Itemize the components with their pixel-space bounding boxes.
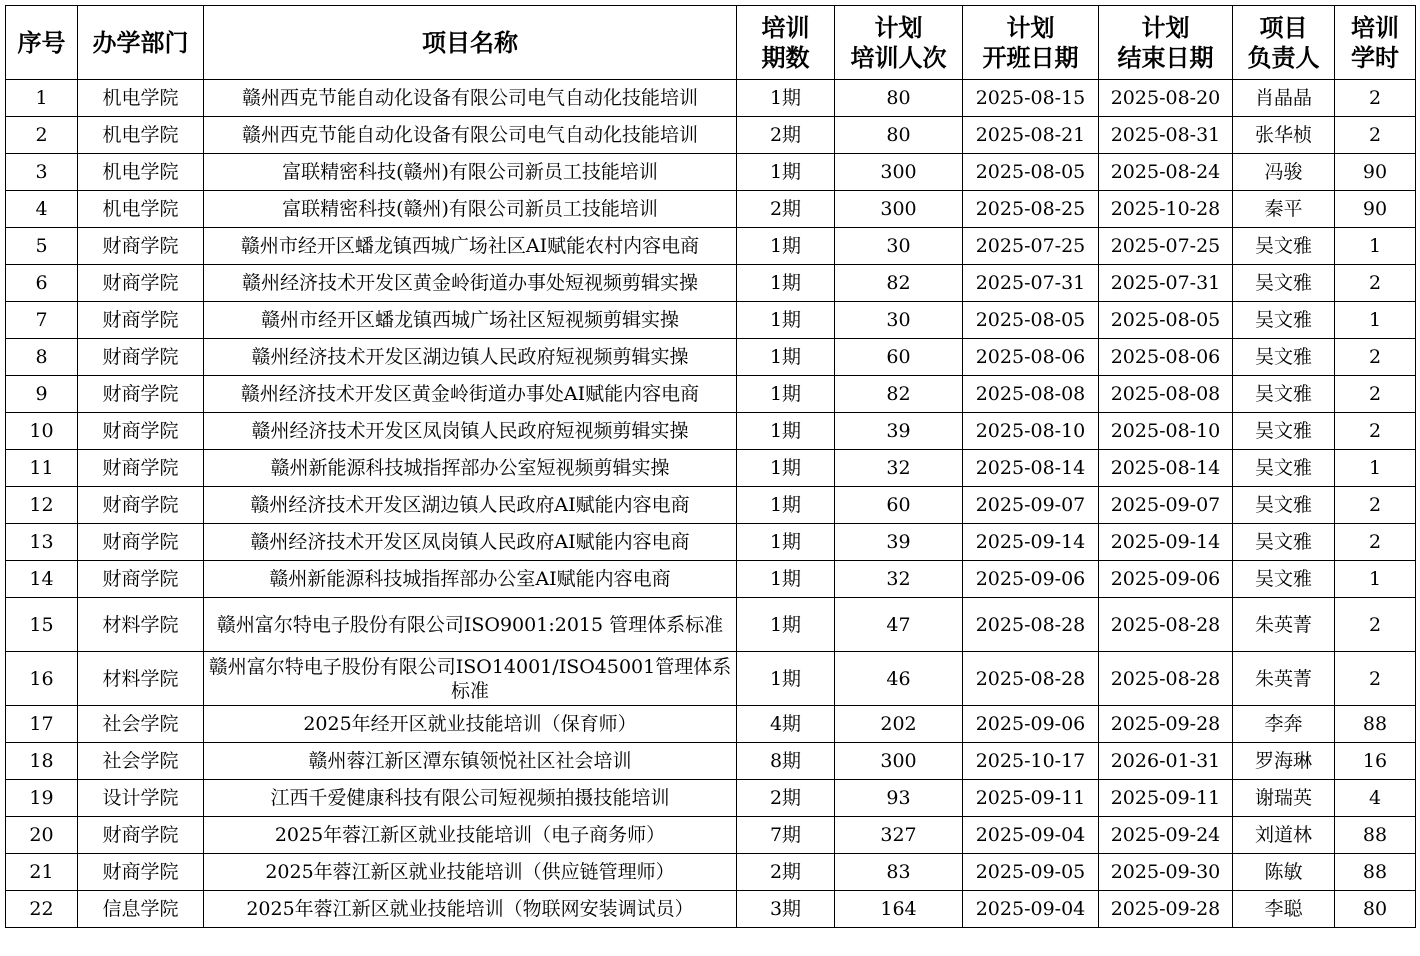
cell-start-date: 2025-09-06 (963, 561, 1099, 598)
cell-project-lead: 吴文雅 (1233, 302, 1335, 339)
cell-end-date: 2025-08-08 (1099, 376, 1233, 413)
cell-index: 17 (6, 706, 78, 743)
header-col-project-lead: 项目 负责人 (1233, 6, 1335, 80)
cell-project-name: 赣州经济技术开发区凤岗镇人民政府AI赋能内容电商 (204, 524, 737, 561)
cell-end-date: 2025-08-06 (1099, 339, 1233, 376)
cell-project-lead: 罗海琳 (1233, 743, 1335, 780)
cell-project-lead: 肖晶晶 (1233, 80, 1335, 117)
cell-hours: 88 (1335, 854, 1416, 891)
table-row (6, 339, 1416, 376)
cell-planned-trainees: 164 (835, 891, 963, 928)
cell-project-name: 赣州经济技术开发区湖边镇人民政府AI赋能内容电商 (204, 487, 737, 524)
cell-planned-trainees: 32 (835, 450, 963, 487)
cell-department: 财商学院 (78, 413, 204, 450)
cell-planned-trainees: 300 (835, 154, 963, 191)
cell-planned-trainees: 300 (835, 191, 963, 228)
table-row (6, 302, 1416, 339)
cell-project-lead: 秦平 (1233, 191, 1335, 228)
table-row (6, 413, 1416, 450)
cell-department: 财商学院 (78, 817, 204, 854)
cell-project-name: 赣州新能源科技城指挥部办公室AI赋能内容电商 (204, 561, 737, 598)
cell-department: 财商学院 (78, 339, 204, 376)
cell-index: 18 (6, 743, 78, 780)
cell-project-name: 赣州市经开区蟠龙镇西城广场社区短视频剪辑实操 (204, 302, 737, 339)
cell-sessions: 1期 (737, 80, 835, 117)
cell-index: 13 (6, 524, 78, 561)
table-row (6, 854, 1416, 891)
table-row (6, 265, 1416, 302)
cell-hours: 4 (1335, 780, 1416, 817)
header-row (6, 6, 1416, 80)
cell-planned-trainees: 80 (835, 80, 963, 117)
cell-project-lead: 吴文雅 (1233, 561, 1335, 598)
cell-project-lead: 吴文雅 (1233, 265, 1335, 302)
cell-hours: 1 (1335, 561, 1416, 598)
cell-sessions: 1期 (737, 598, 835, 652)
cell-start-date: 2025-08-25 (963, 191, 1099, 228)
cell-planned-trainees: 83 (835, 854, 963, 891)
table-row (6, 524, 1416, 561)
cell-hours: 16 (1335, 743, 1416, 780)
table-row (6, 154, 1416, 191)
table-row (6, 228, 1416, 265)
cell-start-date: 2025-09-06 (963, 706, 1099, 743)
cell-sessions: 1期 (737, 413, 835, 450)
cell-department: 财商学院 (78, 450, 204, 487)
cell-index: 11 (6, 450, 78, 487)
table-row (6, 817, 1416, 854)
cell-index: 16 (6, 652, 78, 706)
cell-project-name: 赣州西克节能自动化设备有限公司电气自动化技能培训 (204, 80, 737, 117)
cell-project-lead: 谢瑞英 (1233, 780, 1335, 817)
cell-hours: 88 (1335, 706, 1416, 743)
cell-start-date: 2025-08-15 (963, 80, 1099, 117)
cell-project-name: 赣州蓉江新区潭东镇领悦社区社会培训 (204, 743, 737, 780)
cell-hours: 2 (1335, 524, 1416, 561)
cell-sessions: 2期 (737, 191, 835, 228)
cell-sessions: 8期 (737, 743, 835, 780)
cell-project-name: 赣州新能源科技城指挥部办公室短视频剪辑实操 (204, 450, 737, 487)
cell-project-name: 富联精密科技(赣州)有限公司新员工技能培训 (204, 191, 737, 228)
cell-end-date: 2025-07-25 (1099, 228, 1233, 265)
cell-start-date: 2025-09-14 (963, 524, 1099, 561)
cell-start-date: 2025-08-05 (963, 154, 1099, 191)
cell-end-date: 2025-07-31 (1099, 265, 1233, 302)
cell-sessions: 1期 (737, 561, 835, 598)
cell-end-date: 2025-09-14 (1099, 524, 1233, 561)
cell-hours: 1 (1335, 228, 1416, 265)
cell-index: 9 (6, 376, 78, 413)
cell-planned-trainees: 32 (835, 561, 963, 598)
cell-planned-trainees: 30 (835, 302, 963, 339)
header-col-hours: 培训 学时 (1335, 6, 1416, 80)
table-row (6, 652, 1416, 706)
cell-project-lead: 朱英菁 (1233, 598, 1335, 652)
cell-start-date: 2025-08-21 (963, 117, 1099, 154)
cell-project-lead: 吴文雅 (1233, 339, 1335, 376)
cell-sessions: 1期 (737, 154, 835, 191)
cell-end-date: 2025-09-11 (1099, 780, 1233, 817)
cell-project-lead: 刘道林 (1233, 817, 1335, 854)
cell-project-name: 2025年蓉江新区就业技能培训（电子商务师） (204, 817, 737, 854)
cell-project-name: 赣州西克节能自动化设备有限公司电气自动化技能培训 (204, 117, 737, 154)
cell-project-lead: 吴文雅 (1233, 228, 1335, 265)
cell-project-name: 赣州经济技术开发区凤岗镇人民政府短视频剪辑实操 (204, 413, 737, 450)
cell-end-date: 2025-09-30 (1099, 854, 1233, 891)
cell-project-name: 赣州市经开区蟠龙镇西城广场社区AI赋能农村内容电商 (204, 228, 737, 265)
cell-start-date: 2025-07-25 (963, 228, 1099, 265)
cell-hours: 90 (1335, 191, 1416, 228)
cell-hours: 2 (1335, 487, 1416, 524)
cell-end-date: 2026-01-31 (1099, 743, 1233, 780)
cell-start-date: 2025-08-14 (963, 450, 1099, 487)
cell-hours: 2 (1335, 376, 1416, 413)
header-col-sessions: 培训 期数 (737, 6, 835, 80)
cell-end-date: 2025-08-10 (1099, 413, 1233, 450)
cell-index: 2 (6, 117, 78, 154)
cell-index: 7 (6, 302, 78, 339)
cell-start-date: 2025-08-10 (963, 413, 1099, 450)
cell-sessions: 1期 (737, 487, 835, 524)
cell-department: 设计学院 (78, 780, 204, 817)
cell-start-date: 2025-08-06 (963, 339, 1099, 376)
cell-planned-trainees: 30 (835, 228, 963, 265)
cell-project-name: 赣州富尔特电子股份有限公司ISO9001:2015 管理体系标准 (204, 598, 737, 652)
cell-hours: 2 (1335, 598, 1416, 652)
cell-hours: 1 (1335, 302, 1416, 339)
cell-planned-trainees: 60 (835, 339, 963, 376)
cell-department: 材料学院 (78, 652, 204, 706)
table-row (6, 450, 1416, 487)
cell-start-date: 2025-09-05 (963, 854, 1099, 891)
table-row (6, 487, 1416, 524)
table-body (6, 80, 1416, 928)
cell-project-lead: 李聪 (1233, 891, 1335, 928)
cell-planned-trainees: 46 (835, 652, 963, 706)
cell-department: 财商学院 (78, 524, 204, 561)
cell-department: 财商学院 (78, 561, 204, 598)
cell-project-name: 赣州富尔特电子股份有限公司ISO14001/ISO45001管理体系标准 (204, 652, 737, 706)
cell-index: 5 (6, 228, 78, 265)
cell-department: 财商学院 (78, 302, 204, 339)
cell-index: 6 (6, 265, 78, 302)
cell-planned-trainees: 60 (835, 487, 963, 524)
cell-sessions: 1期 (737, 652, 835, 706)
cell-index: 8 (6, 339, 78, 376)
cell-start-date: 2025-10-17 (963, 743, 1099, 780)
cell-start-date: 2025-07-31 (963, 265, 1099, 302)
cell-project-lead: 朱英菁 (1233, 652, 1335, 706)
table-row (6, 780, 1416, 817)
cell-sessions: 1期 (737, 228, 835, 265)
cell-project-lead: 冯骏 (1233, 154, 1335, 191)
cell-sessions: 1期 (737, 302, 835, 339)
cell-planned-trainees: 39 (835, 413, 963, 450)
cell-sessions: 1期 (737, 376, 835, 413)
cell-department: 社会学院 (78, 743, 204, 780)
cell-start-date: 2025-08-05 (963, 302, 1099, 339)
cell-index: 20 (6, 817, 78, 854)
cell-planned-trainees: 80 (835, 117, 963, 154)
cell-department: 机电学院 (78, 191, 204, 228)
cell-department: 财商学院 (78, 228, 204, 265)
cell-sessions: 1期 (737, 524, 835, 561)
cell-hours: 2 (1335, 117, 1416, 154)
cell-project-lead: 李奔 (1233, 706, 1335, 743)
cell-planned-trainees: 47 (835, 598, 963, 652)
cell-sessions: 1期 (737, 265, 835, 302)
cell-start-date: 2025-08-08 (963, 376, 1099, 413)
cell-project-name: 2025年经开区就业技能培训（保育师） (204, 706, 737, 743)
header-col-planned-trainees: 计划 培训人次 (835, 6, 963, 80)
cell-end-date: 2025-09-28 (1099, 706, 1233, 743)
cell-index: 22 (6, 891, 78, 928)
cell-end-date: 2025-08-28 (1099, 652, 1233, 706)
cell-project-name: 赣州经济技术开发区黄金岭街道办事处短视频剪辑实操 (204, 265, 737, 302)
table-row (6, 598, 1416, 652)
cell-sessions: 2期 (737, 117, 835, 154)
cell-project-lead: 陈敏 (1233, 854, 1335, 891)
cell-planned-trainees: 93 (835, 780, 963, 817)
cell-planned-trainees: 82 (835, 265, 963, 302)
cell-index: 19 (6, 780, 78, 817)
cell-hours: 2 (1335, 652, 1416, 706)
cell-hours: 1 (1335, 450, 1416, 487)
cell-end-date: 2025-08-28 (1099, 598, 1233, 652)
cell-end-date: 2025-10-28 (1099, 191, 1233, 228)
cell-department: 机电学院 (78, 80, 204, 117)
cell-project-lead: 吴文雅 (1233, 487, 1335, 524)
cell-index: 21 (6, 854, 78, 891)
table-row (6, 561, 1416, 598)
cell-sessions: 2期 (737, 854, 835, 891)
cell-index: 14 (6, 561, 78, 598)
cell-project-lead: 吴文雅 (1233, 524, 1335, 561)
cell-planned-trainees: 82 (835, 376, 963, 413)
cell-index: 1 (6, 80, 78, 117)
cell-department: 机电学院 (78, 154, 204, 191)
cell-hours: 88 (1335, 817, 1416, 854)
cell-planned-trainees: 300 (835, 743, 963, 780)
cell-hours: 2 (1335, 339, 1416, 376)
cell-sessions: 7期 (737, 817, 835, 854)
header-col-department: 办学部门 (78, 6, 204, 80)
header-col-project-name: 项目名称 (204, 6, 737, 80)
cell-department: 信息学院 (78, 891, 204, 928)
cell-project-name: 江西千爱健康科技有限公司短视频拍摄技能培训 (204, 780, 737, 817)
cell-start-date: 2025-08-28 (963, 652, 1099, 706)
header-col-start-date: 计划 开班日期 (963, 6, 1099, 80)
cell-end-date: 2025-09-24 (1099, 817, 1233, 854)
table-row (6, 80, 1416, 117)
cell-hours: 80 (1335, 891, 1416, 928)
cell-sessions: 1期 (737, 339, 835, 376)
cell-project-name: 2025年蓉江新区就业技能培训（供应链管理师） (204, 854, 737, 891)
cell-start-date: 2025-09-11 (963, 780, 1099, 817)
cell-hours: 2 (1335, 413, 1416, 450)
cell-end-date: 2025-08-24 (1099, 154, 1233, 191)
cell-end-date: 2025-08-20 (1099, 80, 1233, 117)
cell-project-lead: 吴文雅 (1233, 376, 1335, 413)
cell-start-date: 2025-09-04 (963, 817, 1099, 854)
cell-project-name: 2025年蓉江新区就业技能培训（物联网安装调试员） (204, 891, 737, 928)
table-row (6, 706, 1416, 743)
cell-end-date: 2025-08-14 (1099, 450, 1233, 487)
cell-department: 材料学院 (78, 598, 204, 652)
cell-end-date: 2025-09-06 (1099, 561, 1233, 598)
cell-start-date: 2025-09-07 (963, 487, 1099, 524)
cell-department: 财商学院 (78, 487, 204, 524)
cell-index: 15 (6, 598, 78, 652)
table-row (6, 376, 1416, 413)
cell-end-date: 2025-09-28 (1099, 891, 1233, 928)
cell-start-date: 2025-09-04 (963, 891, 1099, 928)
cell-planned-trainees: 327 (835, 817, 963, 854)
cell-sessions: 3期 (737, 891, 835, 928)
cell-sessions: 1期 (737, 450, 835, 487)
cell-department: 财商学院 (78, 376, 204, 413)
cell-project-lead: 张华桢 (1233, 117, 1335, 154)
header-col-index: 序号 (6, 6, 78, 80)
header-col-end-date: 计划 结束日期 (1099, 6, 1233, 80)
cell-index: 12 (6, 487, 78, 524)
cell-end-date: 2025-09-07 (1099, 487, 1233, 524)
table-row (6, 891, 1416, 928)
cell-end-date: 2025-08-05 (1099, 302, 1233, 339)
cell-end-date: 2025-08-31 (1099, 117, 1233, 154)
cell-index: 4 (6, 191, 78, 228)
table-row (6, 191, 1416, 228)
cell-project-name: 赣州经济技术开发区湖边镇人民政府短视频剪辑实操 (204, 339, 737, 376)
cell-department: 财商学院 (78, 854, 204, 891)
cell-hours: 2 (1335, 80, 1416, 117)
cell-project-lead: 吴文雅 (1233, 450, 1335, 487)
cell-index: 10 (6, 413, 78, 450)
cell-hours: 2 (1335, 265, 1416, 302)
training-plan-table (5, 5, 1416, 928)
cell-sessions: 4期 (737, 706, 835, 743)
table-row (6, 743, 1416, 780)
cell-department: 财商学院 (78, 265, 204, 302)
cell-hours: 90 (1335, 154, 1416, 191)
cell-project-name: 富联精密科技(赣州)有限公司新员工技能培训 (204, 154, 737, 191)
cell-index: 3 (6, 154, 78, 191)
cell-planned-trainees: 39 (835, 524, 963, 561)
cell-department: 社会学院 (78, 706, 204, 743)
cell-sessions: 2期 (737, 780, 835, 817)
table-row (6, 117, 1416, 154)
cell-project-name: 赣州经济技术开发区黄金岭街道办事处AI赋能内容电商 (204, 376, 737, 413)
cell-planned-trainees: 202 (835, 706, 963, 743)
cell-project-lead: 吴文雅 (1233, 413, 1335, 450)
cell-department: 机电学院 (78, 117, 204, 154)
cell-start-date: 2025-08-28 (963, 598, 1099, 652)
